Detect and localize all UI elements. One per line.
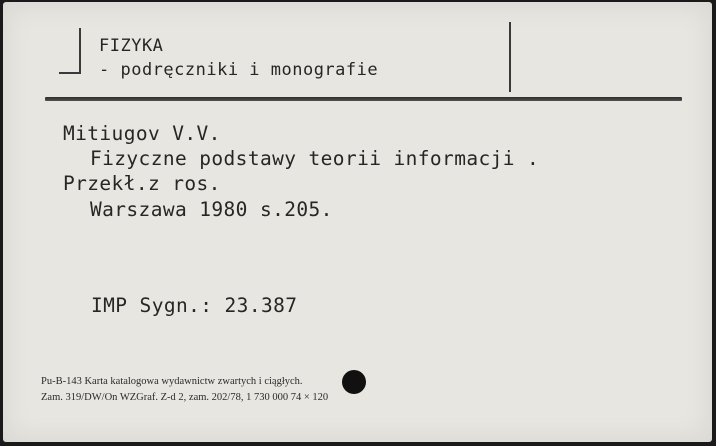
category-subtitle: - podręczniki i monografie — [99, 60, 379, 80]
call-number: IMP Sygn.: 23.387 — [91, 294, 298, 317]
imprint: Warszawa 1980 s.205. — [90, 198, 333, 221]
book-title: Fizyczne podstawy teorii informacji . — [90, 147, 540, 170]
header-box-right-line — [509, 22, 511, 92]
author: Mitiugov V.V. — [63, 122, 221, 145]
translation-note: Przekł.z ros. — [63, 172, 221, 195]
category-title: FIZYKA — [99, 36, 164, 56]
header-box-left-line — [79, 28, 81, 74]
footer-line-1: Pu-B-143 Karta katalogowa wydawnictw zwartych i ciągłych. — [41, 376, 303, 387]
header-divider — [45, 97, 682, 101]
catalog-card — [3, 2, 712, 442]
punch-hole — [342, 370, 366, 394]
footer-line-2: Zam. 319/DW/On WZGraf. Z-d 2, zam. 202/78, 1 730 000 74 × 120 — [41, 392, 329, 403]
header-box-corner-line — [59, 72, 81, 74]
